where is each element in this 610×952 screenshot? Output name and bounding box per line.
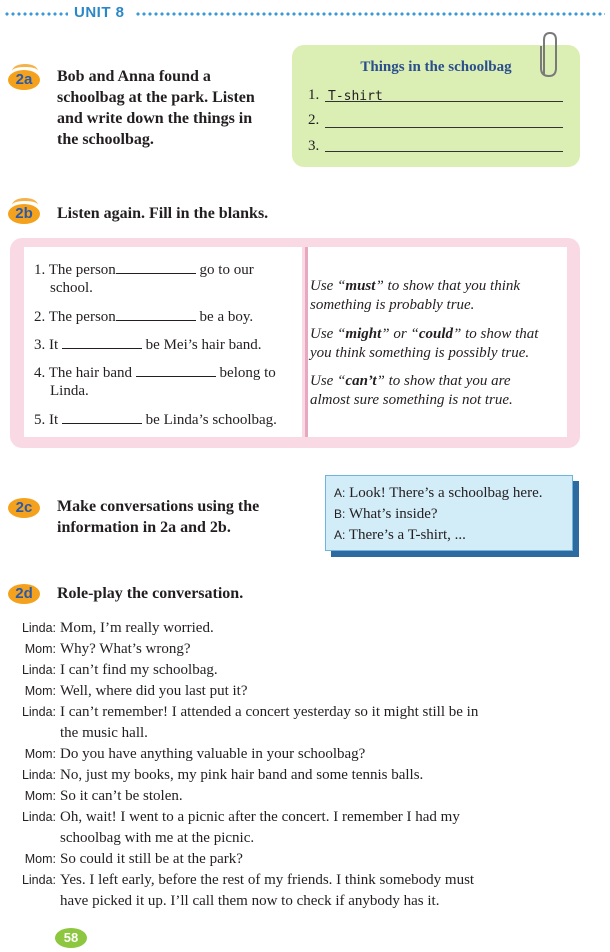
blank-3[interactable] [62,335,142,349]
answer-line-1 [325,101,563,102]
instruction-2b: Listen again. Fill in the blanks. [57,205,269,222]
sentence-3: 3. It be Mei’s hair band. [34,337,262,353]
blank-2[interactable] [116,307,196,321]
tip-might-could: Use “might” or “could” to show that you think something is possibly true. [310,326,539,361]
item-number-2: 2. [308,112,320,128]
blank-4[interactable] [136,363,216,377]
badge-2b: 2b [8,202,40,224]
header-dots-left [4,12,68,16]
badge-2d: 2d [8,582,40,604]
unit-title: UNIT 8 [74,4,125,21]
page-number: 58 [55,928,87,948]
blank-5[interactable] [62,410,142,424]
badge-2c: 2c [8,496,40,518]
header-dots-right [135,12,605,16]
item-number-1: 1. [308,87,320,103]
things-list-box [292,45,580,167]
example-line-2: B: What’s inside? [334,506,438,522]
instruction-2a: Bob and Anna found a schoolbag at the park. Listen and write down the things in the schoolbag. [57,68,255,148]
sentence-4: 4. The hair band belong to [34,365,276,381]
blank-1[interactable] [116,260,196,274]
item-answer-1[interactable]: T-shirt [328,89,383,104]
paperclip-icon [538,30,560,80]
tip-cant: Use “can’t” to show that you are almost sure something is not true. [310,373,513,408]
sentence-4-cont: Linda. [50,383,89,399]
sentence-1-cont: school. [50,280,93,296]
example-line-1: A: Look! There’s a schoolbag here. [334,485,543,501]
sentence-5: 5. It be Linda’s schoolbag. [34,412,277,428]
answer-line-3 [325,151,563,152]
tip-must: Use “must” to show that you think something is probably true. [310,278,521,313]
instruction-2c: Make conversations using the information in 2a and 2b. [57,498,260,536]
things-list-title: Things in the schoolbag [360,59,512,75]
answer-line-2 [325,127,563,128]
example-line-3: A: There’s a T-shirt, ... [334,527,466,543]
sentence-2: 2. The person be a boy. [34,309,254,325]
sentence-1: 1. The person go to our [34,262,254,278]
instruction-2d: Role-play the conversation. [57,585,244,602]
item-number-3: 3. [308,138,320,154]
badge-2a: 2a [8,68,40,90]
example-dialogue-box [325,475,573,551]
unit-header [0,4,610,22]
